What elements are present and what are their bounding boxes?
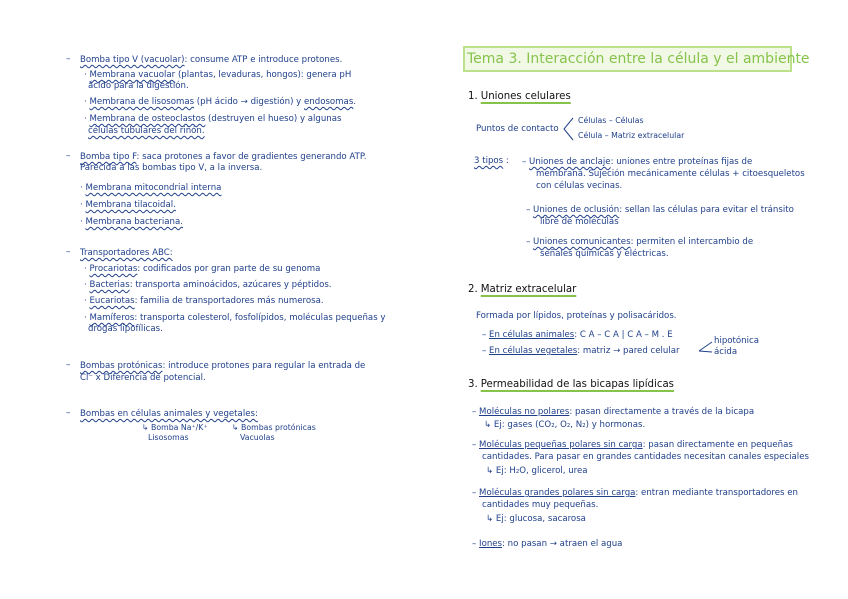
pp-text: : pasan directamente en pequeñas [642, 440, 793, 450]
iones-label: Iones [479, 539, 503, 549]
np-text: : pasan directamente a través de la bicapa [569, 407, 755, 417]
bomba-v-title: Bomba tipo V (vacuolar) [80, 55, 185, 65]
item-label: Membrana de lisosomas [89, 97, 195, 107]
bomba-f-title: Bomba tipo F [80, 152, 137, 162]
item-text: : familia de transportadores más numerosa. [134, 296, 324, 306]
protonicas-desc: : introduce protones para regular la entrada de [162, 361, 366, 371]
anclaje-label: Uniones de anclaje [529, 157, 611, 167]
contacto-1: Células – Células [578, 116, 644, 125]
animales-label: En células animales [489, 330, 575, 340]
matriz-hipotonica: hipotónica [714, 336, 759, 346]
bullet-dash: – [66, 247, 71, 257]
bullet-dash: – [66, 408, 71, 418]
item-text: (destruyen el hueso) y algunas [205, 114, 342, 124]
abc-title [80, 248, 173, 259]
item-cont: células tubulares del riñón. [88, 126, 205, 136]
contacto-2: Célula – Matriz extracelular [578, 131, 685, 140]
matriz-acida: ácida [714, 347, 738, 357]
section-3-heading [468, 379, 674, 390]
item-text: : codificados por gran parte de su genoma [137, 264, 321, 274]
bullet-dash: – [66, 151, 71, 161]
anclaje-text: : uniones entre proteínas fijas de [610, 157, 753, 167]
item-label: Procariotas [89, 264, 138, 274]
gp-label: Moléculas grandes polares sin carga [479, 488, 636, 498]
no-polares-line: – Moléculas no polares: pasan directamente a través de la bicapa [472, 407, 755, 417]
vegetales-text: : matriz → pared celular [577, 346, 680, 356]
matriz-formada: Formada por lípidos, proteínas y polisacáridos. [476, 311, 677, 321]
anclaje-l3: con células vecinas. [536, 181, 623, 191]
oclusion-label: Uniones de oclusión [533, 205, 620, 215]
puntos-contacto: Puntos de contacto [476, 124, 559, 134]
protonicas-desc-2: Cl⁻ x Diferencia de potencial. [80, 373, 206, 383]
tipos-text: 3 tipos [474, 156, 504, 166]
bullet-dash: – [66, 54, 71, 64]
comunic-text: : permiten el intercambio de [630, 237, 754, 247]
item-label: Membrana bacteriana. [85, 217, 183, 227]
section-number: 1. [468, 91, 478, 102]
protonicas-title: Bombas protónicas [80, 361, 163, 371]
bomba-v-item-1: · Membrana vacuolar (plantas, levaduras, hongos): genera pH [84, 70, 352, 80]
brace-icon [561, 116, 575, 142]
item-label: Bacterias [89, 280, 130, 290]
bullet-dash: – [66, 360, 71, 370]
matriz-animales: – En células animales: C A – C A | C A – M . E [482, 330, 673, 340]
item-label: Membrana vacuolar [89, 70, 176, 80]
animales-a2: Lisosomas [148, 433, 189, 442]
section-label: Matriz extracelular [480, 284, 577, 295]
iones-text: : no pasan → atraen el agua [502, 539, 623, 549]
bomba-v-item-2: · Membrana de lisosomas (pH ácido → digestión) y endosomas. [84, 97, 357, 107]
animales-b2: Vacuolas [240, 433, 275, 442]
item-text: : transporta aminoácidos, azúcares y péptidos. [129, 280, 332, 290]
abc-item-3: · Eucariotas: familia de transportadores más numerosa. [84, 296, 324, 306]
peq-polares-line: – Moléculas pequeñas polares sin carga: pasan directamente en pequeñas [472, 440, 793, 450]
item-label-2: endosomas [304, 97, 354, 107]
animales-title-text: Bombas en células animales y vegetales: [80, 409, 258, 419]
abc-item-4: · Mamíferos: transporta colesterol, fosfolípidos, moléculas pequeñas y [84, 313, 386, 323]
gran-polares-line: – Moléculas grandes polares sin carga: entran mediante transportadores en [472, 488, 798, 498]
oclusion-l2: libre de moléculas [540, 217, 619, 227]
gp-text: : entran mediante transportadores en [635, 488, 798, 498]
no-polares-ej: ↳ Ej: gases (CO₂, O₂, N₂) y hormonas. [484, 420, 646, 430]
item-text: (pH ácido → digestión) y [194, 97, 304, 107]
vegetales-label: En células vegetales [489, 346, 578, 356]
bomba-v-item-3: · Membrana de osteoclastos (destruyen el hueso) y algunas [84, 114, 342, 124]
bomba-f-desc-2: Parecida a las bombas tipo V, a la inversa. [80, 163, 263, 173]
abc-item-1: · Procariotas: codificados por gran parte de su genoma [84, 264, 321, 274]
branch-icon [698, 338, 714, 356]
item-label: Membrana de osteoclastos [89, 114, 206, 124]
anclaje-l2: membrana. Sujeción mecánicamente células + citoesqueletos [536, 169, 805, 179]
bomba-f-item-2: · Membrana tilacoidal. [80, 200, 176, 210]
bomba-v-item-1-cont: ácido para la digestión. [88, 81, 189, 91]
abc-title-text: Transportadores ABC: [80, 248, 173, 258]
animales-a1: ↳ Bomba Na⁺/K⁺ [142, 423, 208, 432]
tipos-label: 3 tipos : [474, 156, 509, 166]
page-title: Tema 3. Interacción entre la célula y el ambiente [467, 51, 810, 67]
abc-item-4-cont: drogas lipofílicas. [88, 324, 163, 334]
animales-title [80, 409, 258, 420]
animales-b1: ↳ Bombas protónicas [232, 423, 316, 432]
item-label: Membrana mitocondrial interna [85, 183, 222, 193]
comunic-l2: señales químicas y eléctricas. [540, 249, 669, 259]
item-label: Mamíferos [89, 313, 135, 323]
peq-polares-ej: ↳ Ej: H₂O, glicerol, urea [486, 466, 588, 476]
item-text: (plantas, levaduras, hongos): genera pH [175, 70, 352, 80]
bomba-v-item-3-cont [88, 126, 205, 137]
gran-polares-ej: ↳ Ej: glucosa, sacarosa [486, 514, 586, 524]
bomba-f-line [80, 152, 366, 163]
peq-polares-l2: cantidades. Para pasar en grandes cantidades necesitan canales especiales [482, 452, 809, 462]
bomba-f-desc: : saca protones a favor de gradientes generando ATP. [136, 152, 367, 162]
comunic-label: Uniones comunicantes [533, 237, 631, 247]
gran-polares-l2: cantidades muy pequeñas. [482, 500, 599, 510]
section-number: 3. [468, 379, 478, 390]
np-label: Moléculas no polares [479, 407, 570, 417]
oclusion-line: – Uniones de oclusión: sellan las células para evitar el tránsito [526, 205, 794, 215]
anclaje-line: – Uniones de anclaje: uniones entre proteínas fijas de [522, 157, 753, 167]
comunic-line: – Uniones comunicantes: permiten el intercambio de [526, 237, 754, 247]
animales-text: : C A – C A | C A – M . E [574, 330, 673, 340]
item-text: : transporta colesterol, fosfolípidos, moléculas pequeñas y [134, 313, 386, 323]
item-label: Membrana tilacoidal. [85, 200, 176, 210]
bomba-v-line [80, 55, 342, 66]
bomba-v-desc: : consume ATP e introduce protones. [184, 55, 343, 65]
item-label: Eucariotas [89, 296, 135, 306]
abc-item-2: · Bacterias: transporta aminoácidos, azúcares y péptidos. [84, 280, 332, 290]
section-label: Uniones celulares [480, 91, 571, 102]
bomba-f-item-1: · Membrana mitocondrial interna [80, 183, 222, 193]
matriz-vegetales: – En células vegetales: matriz → pared celular [482, 346, 680, 356]
bomba-f-item-3: · Membrana bacteriana. [80, 217, 183, 227]
section-2-heading [468, 284, 576, 295]
section-number: 2. [468, 284, 478, 295]
section-label: Permeabilidad de las bicapas lipídicas [480, 379, 674, 390]
item-text-2: . [353, 97, 357, 107]
protonicas-line [80, 361, 365, 372]
section-1-heading [468, 91, 571, 102]
pp-label: Moléculas pequeñas polares sin carga [479, 440, 643, 450]
oclusion-text: : sellan las células para evitar el tránsito [619, 205, 794, 215]
iones-line: – Iones: no pasan → atraen el agua [472, 539, 623, 549]
